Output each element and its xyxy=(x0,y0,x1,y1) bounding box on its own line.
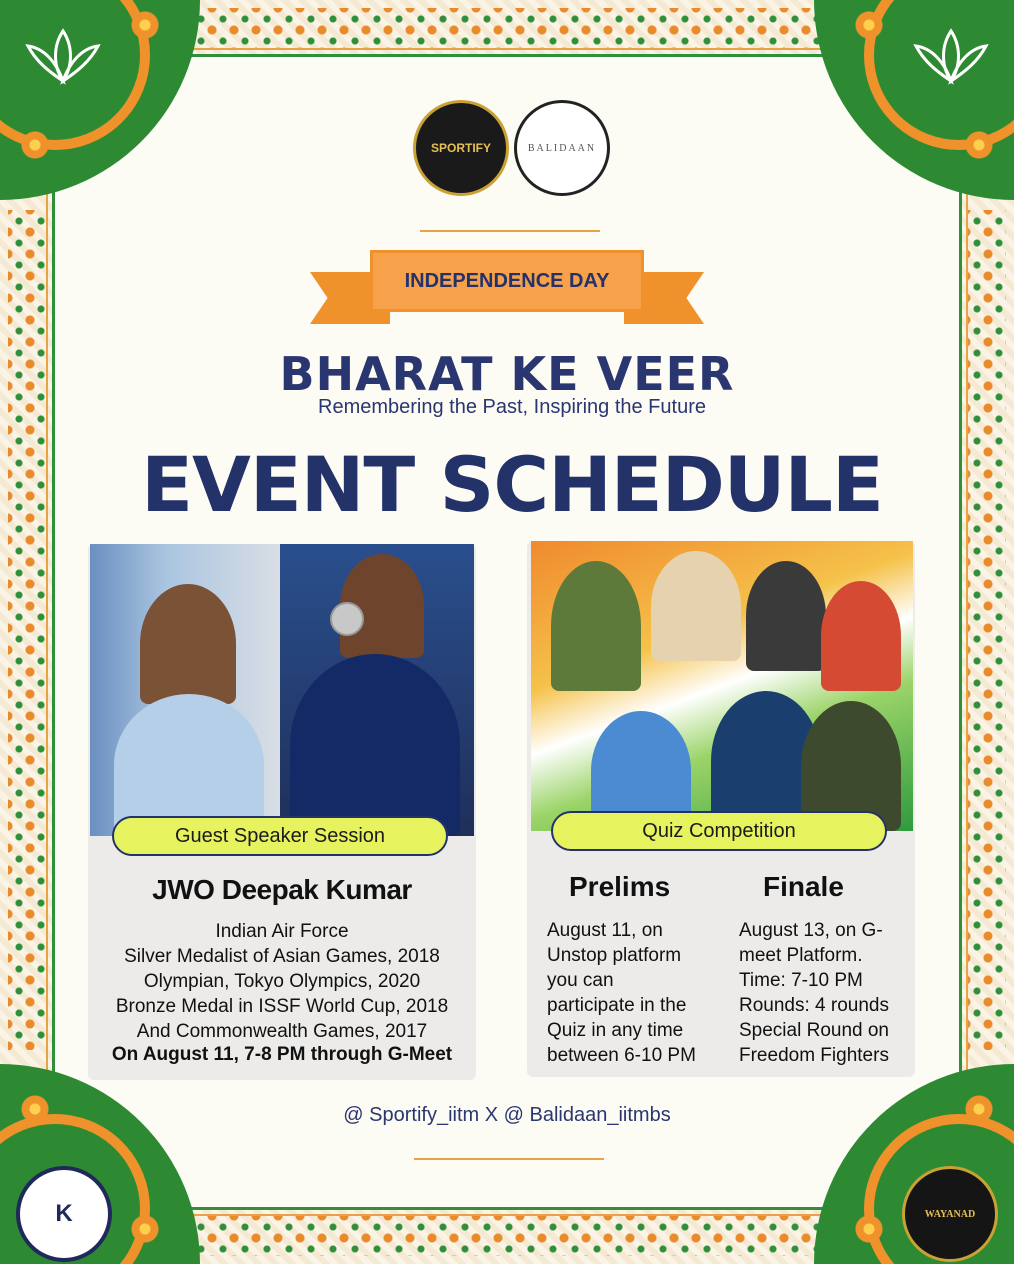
finale-line: Rounds: 4 rounds xyxy=(739,995,889,1016)
finale-line: meet Platform. xyxy=(739,945,863,966)
independence-day-ribbon xyxy=(310,248,704,332)
flower-icon xyxy=(854,1214,884,1244)
flower-icon xyxy=(854,10,884,40)
finale-line: Special Round on xyxy=(739,1020,889,1041)
finale-line: Time: 7-10 PM xyxy=(739,970,863,991)
speaker-name: JWO Deepak Kumar xyxy=(152,874,412,905)
top-divider xyxy=(420,230,600,232)
balidaan-logo: BALIDAAN xyxy=(514,100,610,196)
lotus-icon xyxy=(18,26,108,86)
speaker-detail-line: Bronze Medal in ISSF World Cup, 2018 xyxy=(115,996,449,1017)
schedule-heading: EVENT SCHEDULE xyxy=(141,440,883,529)
guest-speaker-card xyxy=(88,544,476,1080)
prelims-details xyxy=(547,918,696,1068)
wayanad-logo: WAYANAD xyxy=(902,1166,998,1262)
sportify-logo: SPORTIFY xyxy=(413,100,509,196)
guest-speaker-photo xyxy=(90,544,474,836)
speaker-detail-line: Olympian, Tokyo Olympics, 2020 xyxy=(143,971,421,992)
prelims-line: Unstop platform xyxy=(547,945,682,966)
prelims-line: Quiz in any time xyxy=(547,1020,684,1041)
flower-icon xyxy=(130,10,160,40)
ribbon-label: INDEPENDENCE DAY xyxy=(370,250,644,312)
speaker-session-time: On August 11, 7-8 PM through G-Meet xyxy=(111,1044,453,1065)
event-title: BHARAT KE VEER xyxy=(279,347,735,401)
event-subtitle: Remembering the Past, Inspiring the Future xyxy=(318,396,706,418)
flower-icon xyxy=(964,130,994,160)
prelims-line: participate in the xyxy=(547,995,687,1016)
bottom-divider xyxy=(414,1158,604,1160)
finale-line: Freedom Fighters xyxy=(739,1045,889,1066)
finale-title: Finale xyxy=(763,871,844,902)
prelims-line: August 11, on xyxy=(547,920,663,941)
social-handles: @ Sportify_iitm X @ Balidaan_iitmbs xyxy=(343,1104,671,1126)
speaker-detail-line: Silver Medalist of Asian Games, 2018 xyxy=(124,946,440,967)
top-vine-border xyxy=(190,8,824,48)
speaker-detail-line: Indian Air Force xyxy=(215,921,349,942)
guest-speaker-pill: Guest Speaker Session xyxy=(112,816,448,856)
speaker-detail-line: And Commonwealth Games, 2017 xyxy=(136,1021,428,1042)
prelims-line: you can xyxy=(547,970,614,991)
quiz-competition-pill: Quiz Competition xyxy=(551,811,887,851)
left-vine-border xyxy=(8,210,48,1050)
kaziranga-logo: K xyxy=(16,1166,112,1262)
flower-icon xyxy=(20,130,50,160)
prelims-line: between 6-10 PM xyxy=(547,1045,696,1066)
lotus-icon xyxy=(906,26,996,86)
finale-details xyxy=(739,918,889,1068)
flower-icon xyxy=(130,1214,160,1244)
speaker-details xyxy=(88,919,476,1044)
freedom-fighters-collage xyxy=(531,541,913,831)
bottom-vine-border xyxy=(190,1216,824,1256)
quiz-card xyxy=(527,541,915,1077)
right-vine-border xyxy=(966,210,1006,1050)
finale-line: August 13, on G- xyxy=(739,920,883,941)
prelims-title: Prelims xyxy=(569,871,671,902)
